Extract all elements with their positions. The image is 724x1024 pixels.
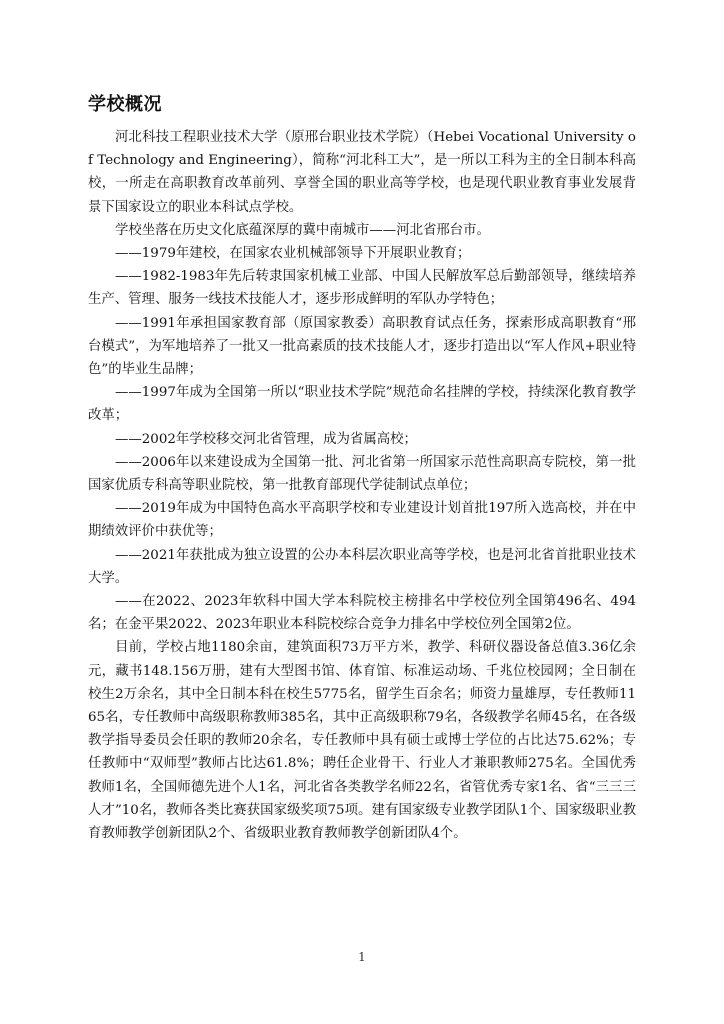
paragraph-current-status: 目前，学校占地1180余亩，建筑面积73万平方米，教学、科研仪器设备总值3.36亿余元，藏书148.156万册，建有大型图书馆、体育馆、标准运动场、千兆位校园网；全日制在校生2万余名，其中全日制本科在校生5775名，留学生百余名；师资力量雄厚，专任教师1165名，专任教师中高级职称教师385名，其中正高级职称79名，各级教学名师45名，在各级教学指导委员会任职的教师20余名，专任教师中具有硕士或博士学位的占比达75.62%；专任教师中“双师型”教师占比达61.8%；聘任企业骨干、行业人才兼职教师275名。全国优秀教师1名，全国师德先进个人1名，河北省各类教学名师22名，省管优秀专家1名、省“三三三人才”10名，教师各类比赛获国家级奖项75项。建有国家级专业教学团队1个、国家级职业教育教师教学创新团队2个、省级职业教育教师教学创新团队4个。	[88, 640, 636, 842]
paragraph-history-1979: ——1979年建校，在国家农业机械部领导下开展职业教育；	[115, 246, 471, 262]
page-number: 1	[358, 950, 366, 964]
paragraph-history-1991: ——1991年承担国家教育部（原国家教委）高职教育试点任务，探索形成高职教育“邢台模式”，为军地培养了一批又一批高素质的技术技能人才，逐步打造出以“军人作风+职业特色”的毕业生品牌；	[88, 315, 636, 378]
paragraph-history-1982: ——1982-1983年先后转隶国家机械工业部、中国人民解放军总后勤部领导，继续培养生产、管理、服务一线技术技能人才，逐步形成鲜明的军队办学特色；	[88, 269, 636, 308]
paragraph-history-2002: ——2002年学校移交河北省管理，成为省属高校；	[115, 431, 417, 447]
paragraph-history-2006: ——2006年以来建设成为全国第一批、河北省第一所国家示范性高职高专院校，第一批国家优质专科高等职业院校，第一批教育部现代学徒制试点单位；	[88, 454, 636, 494]
paragraph-rankings: ——在2022、2023年软科中国大学本科院校主榜排名中学校位列全国第496名、494名；在金平果2022、2023年职业本科院校综合竞争力排名中学校位列全国第2位。	[88, 594, 636, 633]
document-page	[88, 94, 636, 845]
paragraph-history-1997: ——1997年成为全国第一所以“职业技术学院”规范命名挂牌的学校，持续深化教育教学改革；	[88, 385, 636, 424]
paragraph-history-2019: ——2019年成为中国特色高水平高职学校和专业建设计划首批197所入选高校，并在中期绩效评价中获优等；	[88, 501, 636, 540]
paragraph-history-2021: ——2021年获批成为独立设置的公办本科层次职业高等学校，也是河北省首批职业技术大学。	[88, 547, 636, 586]
section-heading: 学校概况	[88, 94, 162, 115]
paragraph-location: 学校坐落在历史文化底蕴深厚的冀中南城市——河北省邢台市。	[115, 222, 490, 238]
paragraph-intro: 河北科技工程职业技术大学（原邢台职业技术学院）（Hebei Vocational University of Technology and Engineering），简称“河北科工大”，是一所以工科为主的全日制本科高校，一所走在高职教育改革前列、享誉全国的职业高等学校，也是现代职业教育事业发展背景下国家设立的职业本科试点学校。	[88, 130, 636, 215]
